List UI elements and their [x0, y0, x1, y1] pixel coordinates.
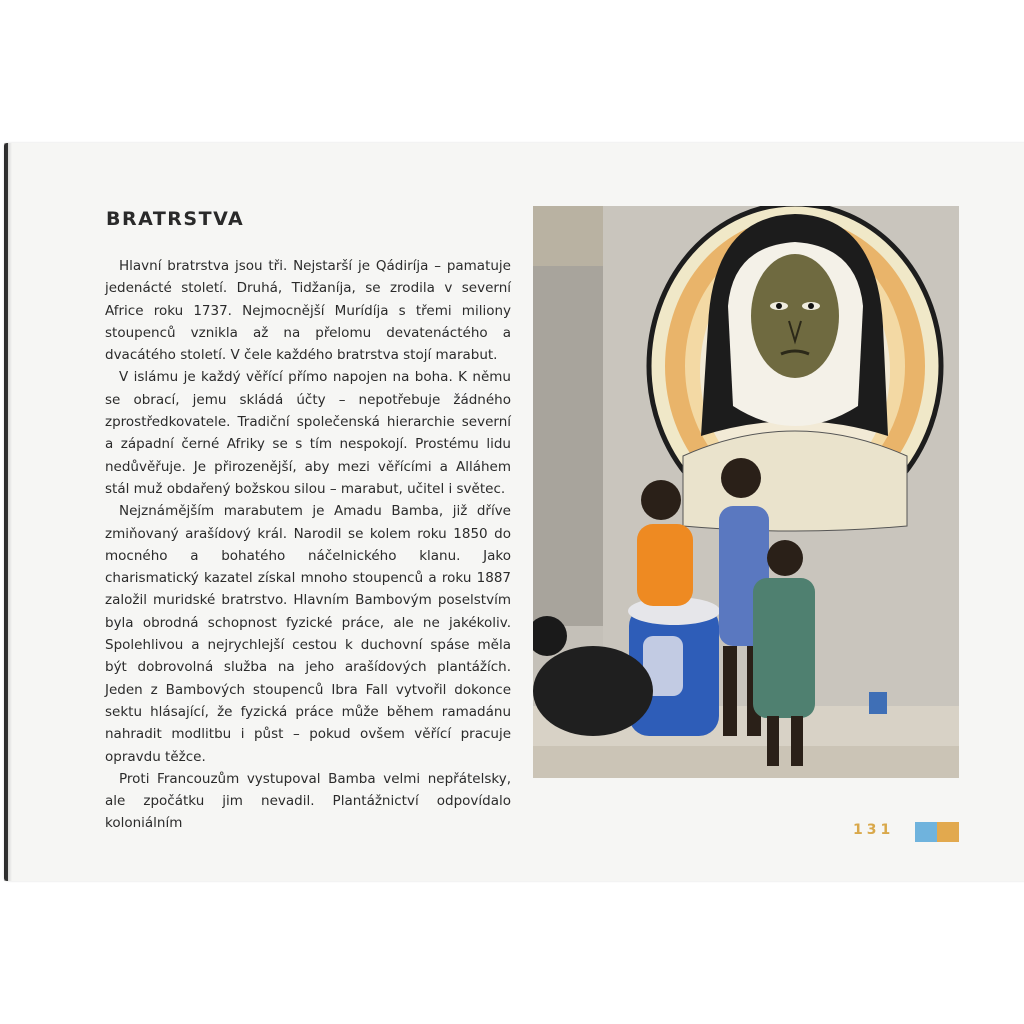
mural-photo — [533, 206, 959, 778]
paragraph-4: Proti Francouzům vystupoval Bamba velmi nepřátelsky, ale zpočátku jim nevadil. Plantážnictví odpovídalo koloniálním — [105, 770, 511, 832]
paragraph-3: Nejznámějším marabutem je Amadu Bamba, již dříve zmiňovaný arašídový král. Narodil se kolem roku 1850 do mocného a bohatého náčelnického klanu. Jako charismatický kazatel získal mnoho stoupenců a roku 1887 založil muridské bratrstvo. Hlavním Bambovým poselstvím byla obrodná schopnost fyzické práce, ale ne jakékoliv. Spolehlivou a nejrychlejší cestou k duchovní spáse měla být dobrovolná služba na jeho arašídových plantážích. Jeden z Bambových stoupenců Ibra Fall vytvořil dokonce sektu hlásající, že fyzická práce může během ramadánu nahradit modlitbu i půst – pokud ovšem věřící pracuje opravdu těžce. — [105, 503, 511, 765]
marker-orange-segment — [937, 822, 959, 842]
marker-blue-segment — [915, 822, 937, 842]
section-heading: BRATRSTVA — [106, 208, 245, 230]
paragraph-2: V islámu je každý věřící přímo napojen na boha. K němu se obrací, jemu skládá účty – nepotřebuje žádného zprostředkovatele. Tradiční společenská hierarchie severní a západní černé Afriky se s tím nespokojí. Prostému lidu nedůvěřuje. Je přirozenější, aby mezi věřícími a Alláhem stál muž obdařený božskou silou – marabut, učitel i světec. — [105, 369, 511, 497]
paragraph-1: Hlavní bratrstva jsou tři. Nejstarší je Qádiríja – pamatuje jedenácté století. Druhá, Tidžaníja, se zrodila v severní Africe roku 1737. Nejmocnější Murídíja s třemi miliony stoupenců vznikla až na přelomu devatenáctého a dvacátého století. V čele každého bratrstva stojí marabut. — [105, 258, 511, 364]
article-body — [105, 255, 511, 835]
page-spine-shadow — [4, 143, 12, 881]
page-color-marker — [915, 822, 959, 842]
page-number: 131 — [853, 822, 895, 838]
